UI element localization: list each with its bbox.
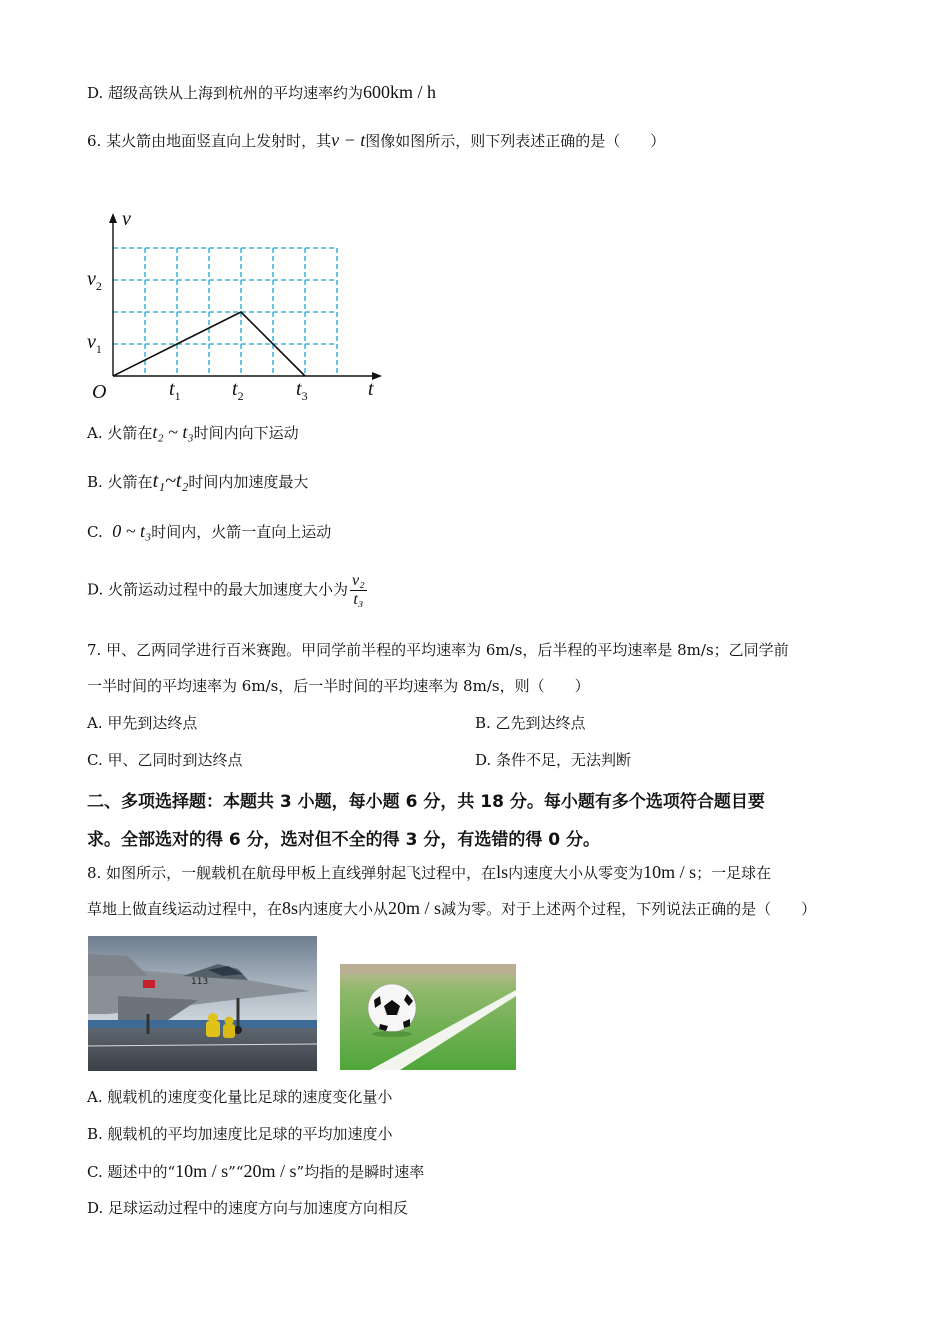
q7-stem-line1: 7. 甲、乙两同学进行百米赛跑。甲同学前半程的平均速率为 6m/s，后半程的平均速率是 8m/s；乙同学前 bbox=[87, 641, 789, 659]
q8-line2-time: 8s bbox=[282, 898, 299, 918]
q8-stem-line1 bbox=[87, 861, 771, 884]
q6-option-b bbox=[87, 470, 308, 493]
q6-option-a bbox=[87, 421, 299, 444]
vt-graph bbox=[80, 205, 390, 405]
q6-option-a-post: 时间内向下运动 bbox=[193, 424, 299, 442]
q8-line2-speed: 20m / s bbox=[388, 898, 442, 918]
q7-option-c: C. 甲、乙同时到达终点 bbox=[87, 751, 243, 769]
q6-option-b-math: t₁~t₂ bbox=[152, 470, 189, 492]
football-photo bbox=[340, 964, 516, 1070]
q6-option-c-math: 0 ~ t₃ bbox=[112, 521, 152, 541]
q5-option-d-text: D. 超级高铁从上海到杭州的平均速率约为 bbox=[87, 84, 364, 102]
q6-stem-pre: 6. 某火箭由地面竖直向上发射时，其 bbox=[87, 132, 332, 150]
q8-line2-post: 减为零。对于上述两个过程，下列说法正确的是（ ） bbox=[441, 900, 817, 918]
q8-line1-speed: 10m / s bbox=[643, 862, 697, 882]
q7-option-d: D. 条件不足，无法判断 bbox=[475, 751, 632, 769]
q8-option-c-speed1: 10m / s bbox=[175, 1161, 229, 1181]
y-axis-label: v bbox=[122, 208, 131, 230]
q6-option-a-pre: A. 火箭在 bbox=[87, 424, 153, 442]
q8-line2-mid: 内速度大小从 bbox=[298, 900, 389, 918]
q6-option-c-pre: C. bbox=[87, 523, 103, 541]
fraction-denominator: t₃ bbox=[353, 591, 364, 608]
q8-line2-pre: 草地上做直线运动过程中，在 bbox=[87, 900, 283, 918]
q6-option-d bbox=[87, 572, 367, 609]
q5-option-d bbox=[87, 81, 436, 104]
q6-option-c bbox=[87, 520, 331, 543]
section2-heading-line2: 求。全部选对的得 6 分，选对但不全的得 3 分，有选错的得 0 分。 bbox=[87, 830, 600, 850]
q7-option-a: A. 甲先到达终点 bbox=[87, 714, 198, 732]
q8-option-c-post: ”均指的是瞬时速率 bbox=[296, 1163, 425, 1181]
jet-number: 113 bbox=[191, 977, 209, 987]
q8-line1-mid: 内速度大小从零变为 bbox=[508, 864, 644, 882]
q6-stem-math: v − t bbox=[331, 130, 366, 150]
q6-option-d-pre: D. 火箭运动过程中的最大加速度大小为 bbox=[87, 580, 349, 599]
q8-option-c-speed2: 20m / s bbox=[243, 1161, 297, 1181]
q6-option-c-post: 时间内，火箭一直向上运动 bbox=[151, 523, 332, 541]
t1-label: $t_1$ bbox=[169, 378, 181, 403]
q8-line1-post: ；一足球在 bbox=[696, 864, 772, 882]
q8-option-c-mid: ”“ bbox=[228, 1163, 244, 1181]
q8-option-c bbox=[87, 1160, 424, 1183]
q6-option-b-pre: B. 火箭在 bbox=[87, 473, 153, 491]
jet-photo bbox=[88, 936, 317, 1071]
q5-option-d-value: 600km / h bbox=[363, 82, 437, 102]
q8-option-c-pre: C. 题述中的“ bbox=[87, 1163, 176, 1181]
origin-label: O bbox=[92, 381, 107, 403]
fraction-numerator: v₂ bbox=[352, 572, 365, 589]
q6-stem-post: 图像如图所示，则下列表述正确的是（ ） bbox=[365, 132, 666, 150]
q8-line1-time: ls bbox=[496, 862, 509, 882]
q6-option-a-math: t₂ ~ t₃ bbox=[152, 422, 194, 442]
t2-label: $t_2$ bbox=[232, 378, 244, 403]
v1-label: $v_1$ bbox=[87, 331, 102, 356]
t3-label: $t_3$ bbox=[296, 378, 308, 403]
section2-heading-line1: 二、多项选择题：本题共 3 小题，每小题 6 分，共 18 分。每小题有多个选项符合题目要 bbox=[87, 792, 765, 812]
q6-option-b-post: 时间内加速度最大 bbox=[188, 473, 309, 491]
q8-line1-pre: 8. 如图所示，一舰载机在航母甲板上直线弹射起飞过程中，在 bbox=[87, 864, 497, 882]
q7-stem-line2: 一半时间的平均速率为 6m/s，后一半时间的平均速率为 8m/s，则（ ） bbox=[87, 677, 590, 695]
q8-stem-line2 bbox=[87, 897, 816, 920]
v2-label: $v_2$ bbox=[87, 268, 102, 293]
x-axis-label: t bbox=[368, 378, 374, 400]
q8-option-d: D. 足球运动过程中的速度方向与加速度方向相反 bbox=[87, 1199, 409, 1217]
q8-option-a: A. 舰载机的速度变化量比足球的速度变化量小 bbox=[87, 1088, 393, 1106]
q7-option-b: B. 乙先到达终点 bbox=[475, 714, 586, 732]
q8-option-b: B. 舰载机的平均加速度比足球的平均加速度小 bbox=[87, 1125, 393, 1143]
q6-option-d-fraction bbox=[350, 572, 367, 609]
graph-grid bbox=[113, 248, 337, 376]
y-axis-arrow bbox=[109, 213, 117, 223]
q6-stem bbox=[87, 129, 665, 152]
